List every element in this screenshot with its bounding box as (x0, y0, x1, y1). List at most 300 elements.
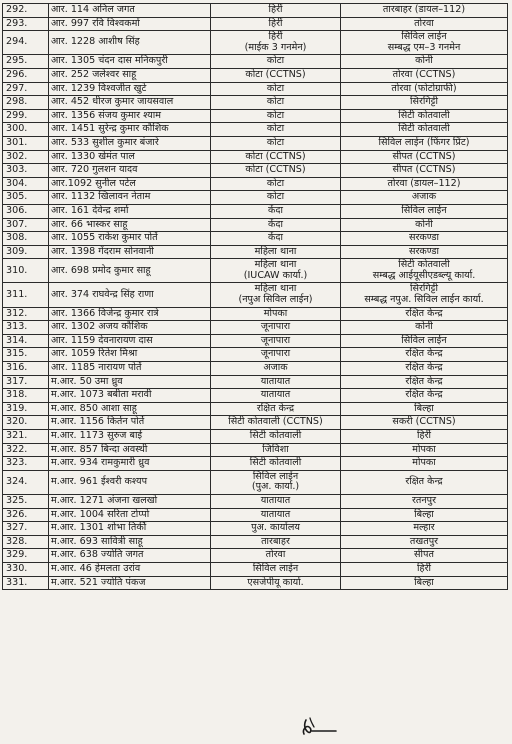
employee-name-cell-text: आर. 1185 नारायण पोर्ते (51, 362, 142, 374)
current-posting-cell (211, 191, 341, 205)
employee-name-cell-text: म.आर. 1073 बबीता मरावी (51, 389, 152, 401)
employee-name-cell-text: म.आर. 1156 किर्तन पोर्ते (51, 416, 145, 428)
serial-number-cell (3, 136, 49, 150)
new-posting-cell (341, 55, 508, 69)
new-posting-cell (341, 508, 508, 522)
table-row (3, 348, 508, 362)
current-posting-cell (211, 68, 341, 82)
new-posting-cell-text: रक्षित केन्द्र (405, 389, 443, 401)
employee-name-cell-text: म.आर. 50 उमा ध्रुव (51, 375, 123, 387)
table-row (3, 259, 508, 283)
current-posting-cell (211, 334, 341, 348)
new-posting-cell-text: सिरगिट्टी (410, 96, 438, 108)
serial-number-cell (3, 4, 49, 18)
serial-number-cell (3, 55, 49, 69)
current-posting-cell (211, 443, 341, 457)
current-posting-cell-text: सिविल लाईन (252, 562, 299, 574)
table-row (3, 375, 508, 389)
serial-number-cell-text: 328. (6, 535, 28, 547)
new-posting-cell (341, 549, 508, 563)
current-posting-cell-text: कोटा (266, 191, 285, 203)
current-posting-cell (211, 362, 341, 376)
current-posting-cell-text: कोटा (266, 109, 285, 121)
serial-number-cell-text: 317. (6, 375, 28, 387)
table-row (3, 191, 508, 205)
current-posting-cell-text: जूनापारा (260, 348, 291, 360)
current-posting-cell-text: कोटा (CCTNS) (245, 164, 306, 176)
employee-name-cell (49, 334, 211, 348)
employee-name-cell (49, 494, 211, 508)
employee-name-cell-text: आर. 374 राघवेन्द्र सिंह राणा (51, 288, 154, 300)
current-posting-cell (211, 218, 341, 232)
employee-name-cell (49, 307, 211, 321)
serial-number-cell (3, 321, 49, 335)
current-posting-cell-text: कोटा (CCTNS) (245, 68, 306, 80)
new-posting-cell (341, 576, 508, 590)
current-posting-cell (211, 470, 341, 494)
current-posting-cell-text: कोटा (266, 96, 285, 108)
new-posting-cell (341, 389, 508, 403)
employee-name-cell (49, 218, 211, 232)
employee-name-cell (49, 136, 211, 150)
new-posting-cell-text: रक्षित केन्द्र (405, 348, 443, 360)
employee-name-cell (49, 348, 211, 362)
employee-name-cell-text: म.आर. 850 आशा साहू (51, 402, 137, 414)
serial-number-cell-text: 307. (6, 218, 28, 230)
current-posting-cell-text: जिविशा (262, 443, 289, 455)
employee-name-cell (49, 55, 211, 69)
employee-name-cell (49, 96, 211, 110)
serial-number-cell (3, 96, 49, 110)
serial-number-cell-text: 314. (6, 334, 28, 346)
serial-number-cell (3, 375, 49, 389)
current-posting-cell (211, 109, 341, 123)
employee-name-cell (49, 245, 211, 259)
employee-name-cell (49, 416, 211, 430)
employee-name-cell (49, 259, 211, 283)
current-posting-cell (211, 562, 341, 576)
serial-number-cell-text: 295. (6, 55, 28, 67)
serial-number-cell (3, 535, 49, 549)
new-posting-cell (341, 457, 508, 471)
new-posting-cell (341, 68, 508, 82)
employee-name-cell (49, 17, 211, 31)
new-posting-cell-line2: सम्बद्ध नपुअ. सिविल लाईन कार्या. (364, 294, 484, 306)
employee-name-cell-text: म.आर. 46 हेमलता उरांव (51, 562, 141, 574)
table-row (3, 508, 508, 522)
current-posting-cell-text: यातायात (260, 375, 291, 387)
serial-number-cell-text: 301. (6, 136, 28, 148)
employee-name-cell-text: आर. 114 अनिल जगत (51, 4, 135, 15)
current-posting-cell-text: तोरवा (265, 549, 286, 561)
table-row (3, 389, 508, 403)
new-posting-cell (341, 4, 508, 18)
current-posting-cell (211, 416, 341, 430)
table-row (3, 321, 508, 335)
serial-number-cell-text: 309. (6, 245, 28, 257)
current-posting-cell (211, 549, 341, 563)
current-posting-cell-line2: (पुअ. कार्या.) (251, 481, 300, 493)
employee-name-cell (49, 4, 211, 18)
serial-number-cell-text: 310. (6, 264, 28, 276)
serial-number-cell (3, 443, 49, 457)
serial-number-cell (3, 177, 49, 191)
serial-number-cell (3, 549, 49, 563)
serial-number-cell (3, 457, 49, 471)
new-posting-cell-text: तोरवा (फोटोग्राफी) (391, 82, 457, 94)
table-row (3, 443, 508, 457)
new-posting-cell (341, 109, 508, 123)
employee-name-cell-text: आर. 1228 आशीष सिंह (51, 36, 140, 48)
current-posting-cell-line2: (IUCAW कार्या.) (243, 269, 308, 281)
serial-number-cell (3, 283, 49, 307)
current-posting-cell (211, 96, 341, 110)
serial-number-cell (3, 430, 49, 444)
new-posting-cell-text: तोरवा (CCTNS) (392, 68, 456, 80)
new-posting-cell-text: बिल्हा (414, 508, 434, 520)
employee-name-cell (49, 109, 211, 123)
serial-number-cell-text: 321. (6, 430, 28, 441)
employee-name-cell (49, 430, 211, 444)
serial-number-cell (3, 123, 49, 137)
table-row (3, 283, 508, 307)
employee-name-cell-text: म.आर. 1004 सरिता टोप्पो (51, 508, 150, 520)
employee-name-cell (49, 375, 211, 389)
current-posting-cell-text: अजाक (263, 362, 288, 374)
current-posting-cell (211, 31, 341, 55)
table-row (3, 109, 508, 123)
employee-name-cell (49, 191, 211, 205)
new-posting-cell (341, 123, 508, 137)
current-posting-cell-text: मोपका (263, 307, 288, 319)
new-posting-cell (341, 204, 508, 218)
employee-name-cell (49, 402, 211, 416)
table-row (3, 31, 508, 55)
current-posting-cell-text: रक्षित केन्द्र (256, 402, 295, 414)
serial-number-cell (3, 82, 49, 96)
serial-number-cell-text: 318. (6, 389, 28, 401)
table-row (3, 55, 508, 69)
serial-number-cell-text: 330. (6, 562, 28, 574)
serial-number-cell-text: 319. (6, 402, 28, 414)
current-posting-cell-text: यातायात (260, 494, 291, 506)
serial-number-cell (3, 402, 49, 416)
serial-number-cell-text: 320. (6, 416, 28, 428)
serial-number-cell-text: 312. (6, 307, 28, 319)
new-posting-cell (341, 307, 508, 321)
table-row (3, 549, 508, 563)
table-row (3, 136, 508, 150)
table-row (3, 576, 508, 590)
serial-number-cell-text: 296. (6, 68, 28, 80)
current-posting-cell (211, 204, 341, 218)
current-posting-cell (211, 17, 341, 31)
employee-name-cell-text: आर. 1305 चंदन दास मनिकपुरी (51, 55, 168, 67)
new-posting-cell-text: सकरी (CCTNS) (392, 416, 456, 428)
new-posting-cell-text: सीपत (CCTNS) (392, 164, 456, 176)
new-posting-cell (341, 150, 508, 164)
current-posting-cell-line2: (माईक 3 गनमेन) (244, 41, 307, 53)
current-posting-cell (211, 389, 341, 403)
employee-name-cell-text: आर. 1132 खिलावन नेताम (51, 191, 151, 203)
new-posting-cell-text: सिविल लाईन (फिंगर प्रिंट) (378, 136, 470, 148)
serial-number-cell-text: 303. (6, 164, 28, 176)
current-posting-cell-text: कोटा (266, 82, 285, 94)
table-row (3, 232, 508, 246)
current-posting-cell-text: सिविल लाईन (252, 470, 299, 482)
new-posting-cell-text: बिल्हा (414, 402, 434, 414)
serial-number-cell (3, 307, 49, 321)
table-row (3, 522, 508, 536)
new-posting-cell-text: अजाक (411, 191, 437, 203)
current-posting-cell-text: कोटा (266, 136, 285, 148)
current-posting-cell-text: पुअ. कार्यालय (251, 522, 300, 534)
table-row (3, 334, 508, 348)
new-posting-cell-text: सिविल लाईन (401, 31, 447, 43)
new-posting-cell-text: सीपत (CCTNS) (392, 150, 456, 162)
current-posting-cell (211, 457, 341, 471)
new-posting-cell (341, 232, 508, 246)
current-posting-cell-text: केंदा (268, 232, 283, 244)
serial-number-cell-text: 326. (6, 508, 28, 520)
employee-name-cell-text: आर. 252 जलेश्वर साहू (51, 68, 137, 80)
table-row (3, 402, 508, 416)
table-row (3, 96, 508, 110)
current-posting-cell-text: जूनापारा (260, 334, 291, 346)
serial-number-cell-text: 300. (6, 123, 28, 135)
employee-name-cell (49, 457, 211, 471)
serial-number-cell (3, 362, 49, 376)
table-row (3, 4, 508, 18)
employee-name-cell (49, 204, 211, 218)
serial-number-cell (3, 562, 49, 576)
current-posting-cell (211, 259, 341, 283)
current-posting-cell-text: हिर्री (268, 31, 283, 43)
current-posting-cell (211, 348, 341, 362)
current-posting-cell-text: यातायात (260, 508, 291, 520)
serial-number-cell-text: 331. (6, 576, 28, 588)
new-posting-cell-text: तखतपुर (409, 535, 439, 547)
current-posting-cell (211, 4, 341, 18)
serial-number-cell-text: 306. (6, 204, 28, 216)
employee-name-cell-text: आर.1092 सुनील पटेल (51, 177, 136, 189)
serial-number-cell-text: 299. (6, 109, 28, 121)
table-row (3, 150, 508, 164)
current-posting-cell-text: एसजेपीयू कार्या. (247, 576, 304, 588)
employee-name-cell-text: आर. 66 भास्कर साहू (51, 218, 128, 230)
current-posting-cell-line2: (नपुअ सिविल लाईन) (238, 294, 313, 306)
employee-name-cell (49, 177, 211, 191)
new-posting-cell-text: रक्षित केन्द्र (405, 362, 443, 374)
current-posting-cell-text: हिर्री (268, 4, 283, 15)
current-posting-cell-text: जूनापारा (260, 321, 291, 333)
employee-name-cell (49, 232, 211, 246)
serial-number-cell-text: 302. (6, 150, 28, 162)
table-row (3, 17, 508, 31)
serial-number-cell-text: 298. (6, 96, 28, 108)
new-posting-cell (341, 430, 508, 444)
employee-name-cell-text: म.आर. 934 रामकुमारी ध्रुव (51, 457, 150, 469)
new-posting-cell-text: हिर्री (417, 430, 431, 441)
employee-name-cell (49, 576, 211, 590)
new-posting-cell-text: कोनी (415, 55, 433, 67)
serial-number-cell-text: 324. (6, 476, 28, 488)
serial-number-cell-text: 316. (6, 362, 28, 374)
employee-name-cell (49, 164, 211, 178)
employee-name-cell (49, 549, 211, 563)
new-posting-cell-text: मोपका (412, 443, 436, 455)
serial-number-cell-text: 329. (6, 549, 28, 561)
serial-number-cell (3, 334, 49, 348)
current-posting-cell-text: कोटा (266, 55, 285, 67)
current-posting-cell (211, 402, 341, 416)
new-posting-cell (341, 402, 508, 416)
current-posting-cell-text: सिटी कोतवाली (249, 457, 302, 469)
new-posting-cell-line2: सम्बद्ध आईयूसीएडब्ल्यू कार्या. (372, 269, 476, 281)
new-posting-cell (341, 494, 508, 508)
serial-number-cell (3, 522, 49, 536)
new-posting-cell (341, 17, 508, 31)
employee-name-cell-text: आर. 1159 देवनारायण दास (51, 334, 153, 346)
new-posting-cell-text: सिविल लाईन (401, 204, 447, 216)
transfer-table-body (3, 4, 508, 590)
serial-number-cell-text: 323. (6, 457, 28, 469)
serial-number-cell (3, 204, 49, 218)
serial-number-cell-text: 315. (6, 348, 28, 360)
current-posting-cell-text: महिला थाना (254, 245, 297, 257)
current-posting-cell-text: केंदा (268, 218, 283, 230)
new-posting-cell (341, 443, 508, 457)
employee-name-cell (49, 522, 211, 536)
serial-number-cell-text: 292. (6, 4, 28, 15)
serial-number-cell (3, 348, 49, 362)
current-posting-cell (211, 177, 341, 191)
signature-mark (292, 714, 342, 740)
serial-number-cell (3, 68, 49, 82)
new-posting-cell-text: सिटी कोतवाली (398, 123, 450, 135)
serial-number-cell-text: 325. (6, 494, 28, 506)
table-row (3, 457, 508, 471)
serial-number-cell (3, 508, 49, 522)
current-posting-cell (211, 232, 341, 246)
current-posting-cell (211, 535, 341, 549)
employee-name-cell-text: आर. 997 रवि विश्वकर्मा (51, 17, 140, 29)
serial-number-cell-text: 327. (6, 522, 28, 534)
new-posting-cell (341, 348, 508, 362)
employee-name-cell-text: आर. 161 देवेन्द्र शर्मा (51, 204, 129, 216)
new-posting-cell (341, 177, 508, 191)
current-posting-cell (211, 321, 341, 335)
table-row (3, 123, 508, 137)
new-posting-cell-text: सिविल लाईन (401, 334, 447, 346)
serial-number-cell-text: 308. (6, 232, 28, 244)
serial-number-cell-text: 297. (6, 82, 28, 94)
serial-number-cell-text: 294. (6, 36, 28, 48)
serial-number-cell-text: 304. (6, 177, 28, 189)
new-posting-cell-text: सिटी कोतवाली (398, 259, 450, 271)
new-posting-cell-text: तोरवा (414, 17, 434, 29)
new-posting-cell (341, 96, 508, 110)
new-posting-cell-text: सिरगिट्टी (410, 283, 438, 295)
serial-number-cell (3, 218, 49, 232)
employee-name-cell (49, 362, 211, 376)
new-posting-cell-text: तोरवा (डायल–112) (387, 177, 461, 189)
new-posting-cell (341, 416, 508, 430)
table-row (3, 362, 508, 376)
employee-name-cell-text: आर. 1398 गेंदराम सोनवानी (51, 245, 154, 257)
table-row (3, 307, 508, 321)
table-row (3, 562, 508, 576)
new-posting-cell-text: मोपका (412, 457, 436, 469)
table-row (3, 535, 508, 549)
new-posting-cell-text: रतनपुर (411, 494, 437, 506)
current-posting-cell-text: महिला थाना (254, 283, 297, 295)
new-posting-cell (341, 375, 508, 389)
employee-name-cell-text: आर. 1356 संजय कुमार श्याम (51, 109, 161, 121)
serial-number-cell (3, 232, 49, 246)
new-posting-cell-text: सरकण्डा (409, 232, 439, 244)
current-posting-cell-text: कोटा (CCTNS) (245, 150, 306, 162)
current-posting-cell (211, 307, 341, 321)
employee-name-cell (49, 389, 211, 403)
serial-number-cell (3, 191, 49, 205)
employee-name-cell-text: म.आर. 1173 सुरुज बाई (51, 430, 143, 441)
new-posting-cell (341, 164, 508, 178)
table-row (3, 416, 508, 430)
serial-number-cell (3, 31, 49, 55)
current-posting-cell-text: तारबाहर (261, 535, 290, 547)
employee-name-cell (49, 150, 211, 164)
new-posting-cell-text: रक्षित केन्द्र (405, 307, 443, 319)
serial-number-cell (3, 150, 49, 164)
serial-number-cell (3, 576, 49, 590)
current-posting-cell (211, 522, 341, 536)
employee-name-cell-text: आर. 452 धीरज कुमार जायसवाल (51, 96, 174, 108)
employee-name-cell (49, 470, 211, 494)
current-posting-cell (211, 136, 341, 150)
employee-name-cell-text: म.आर. 1301 शोभा तिर्की (51, 522, 147, 534)
employee-name-cell-text: म.आर. 961 ईश्वरी कश्यप (51, 476, 148, 488)
employee-name-cell (49, 68, 211, 82)
employee-name-cell-text: म.आर. 857 बिन्दा अवस्थी (51, 443, 148, 455)
new-posting-cell (341, 259, 508, 283)
table-row (3, 164, 508, 178)
new-posting-cell-text: सिटी कोतवाली (398, 109, 450, 121)
serial-number-cell-text: 313. (6, 321, 28, 333)
current-posting-cell-text: कोटा (266, 177, 285, 189)
serial-number-cell (3, 389, 49, 403)
employee-name-cell-text: आर. 1302 अजय कौशिक (51, 321, 148, 333)
employee-name-cell-text: म.आर. 521 ज्योति पंकज (51, 576, 146, 588)
employee-name-cell (49, 321, 211, 335)
new-posting-cell (341, 321, 508, 335)
employee-name-cell (49, 31, 211, 55)
new-posting-cell-text: सरकण्डा (409, 245, 439, 257)
employee-name-cell-text: म.आर. 638 ज्योति जगत (51, 549, 144, 561)
serial-number-cell-text: 305. (6, 191, 28, 203)
new-posting-cell (341, 191, 508, 205)
current-posting-cell-text: सिटी कोतवाली (CCTNS) (228, 416, 323, 428)
employee-name-cell (49, 82, 211, 96)
new-posting-cell (341, 218, 508, 232)
employee-name-cell-text: आर. 1330 खेमंत पाल (51, 150, 135, 162)
table-row (3, 245, 508, 259)
new-posting-cell (341, 283, 508, 307)
employee-name-cell (49, 562, 211, 576)
new-posting-cell (341, 136, 508, 150)
table-row (3, 470, 508, 494)
current-posting-cell-text: महिला थाना (254, 259, 297, 271)
